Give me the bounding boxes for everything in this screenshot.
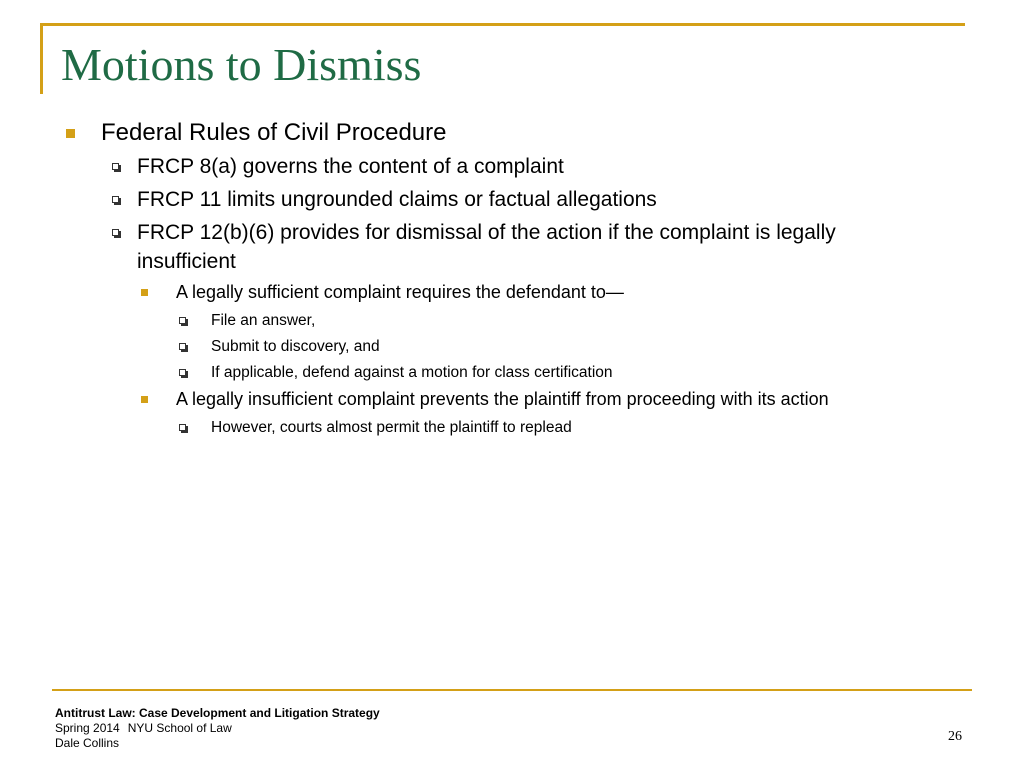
footer-term: Spring 2014 <box>55 721 120 735</box>
bullet-replead <box>0 417 1024 438</box>
bullet-file-answer <box>0 310 1024 331</box>
bullet-text: FRCP 8(a) governs the content of a complaint <box>137 155 564 178</box>
footer-school: NYU School of Law <box>127 721 232 735</box>
footer-rule <box>52 689 972 691</box>
shadowed-box-bullet-icon <box>179 317 186 324</box>
slide-footer <box>55 706 380 751</box>
footer-course-title: Antitrust Law: Case Development and Litigation Strategy <box>55 706 380 720</box>
bullet-frcp-12b6 <box>0 218 1024 276</box>
bullet-text: Submit to discovery, and <box>211 338 380 355</box>
title-frame-top-rule <box>40 23 965 26</box>
bullet-text: A legally insufficient complaint prevents the plaintiff from proceeding with its action <box>176 389 829 409</box>
slide-content <box>0 118 1024 441</box>
bullet-text: If applicable, defend against a motion for class certification <box>211 364 613 381</box>
square-bullet-icon <box>66 129 75 138</box>
square-bullet-icon <box>141 289 148 296</box>
shadowed-box-bullet-icon <box>179 369 186 376</box>
footer-author: Dale Collins <box>55 736 120 750</box>
bullet-text: FRCP 12(b)(6) provides for dismissal of the action if the complaint is legally insufficient <box>137 221 836 273</box>
title-frame-left-rule <box>40 23 43 94</box>
bullet-insufficient-complaint <box>0 387 1024 412</box>
bullet-text: A legally sufficient complaint requires the defendant to— <box>176 282 624 302</box>
bullet-submit-discovery <box>0 336 1024 357</box>
bullet-text: FRCP 11 limits ungrounded claims or factual allegations <box>137 188 657 211</box>
bullet-frcp-11 <box>0 185 1024 214</box>
bullet-text: Federal Rules of Civil Procedure <box>101 119 447 146</box>
bullet-class-certification <box>0 362 1024 383</box>
bullet-federal-rules <box>0 118 1024 148</box>
shadowed-box-bullet-icon <box>112 229 119 236</box>
bullet-text: File an answer, <box>211 312 316 329</box>
shadowed-box-bullet-icon <box>112 163 119 170</box>
bullet-frcp-8a <box>0 152 1024 181</box>
page-number: 26 <box>948 729 962 744</box>
footer-term-school <box>55 721 380 736</box>
shadowed-box-bullet-icon <box>112 196 119 203</box>
square-bullet-icon <box>141 396 148 403</box>
shadowed-box-bullet-icon <box>179 424 186 431</box>
slide-title: Motions to Dismiss <box>61 39 422 90</box>
shadowed-box-bullet-icon <box>179 343 186 350</box>
bullet-sufficient-complaint <box>0 280 1024 305</box>
bullet-text: However, courts almost permit the plaintiff to replead <box>211 419 572 436</box>
